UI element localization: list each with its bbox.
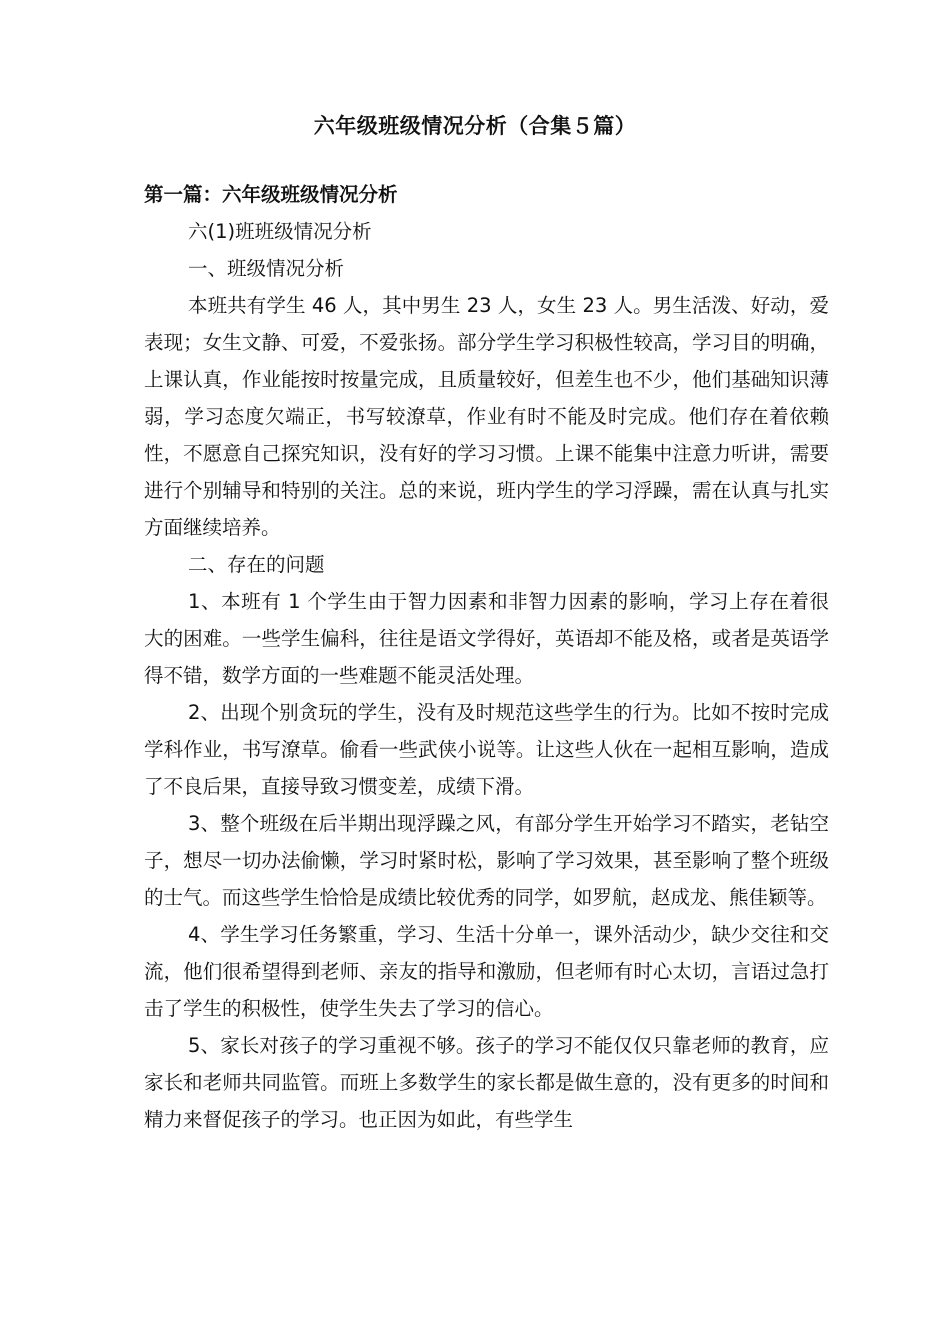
- paragraph-class-overview: 本班共有学生 46 人，其中男生 23 人，女生 23 人。男生活泼、好动，爱表现；女生文静、可爱，不爱张扬。部分学生学习积极性较高，学习目的明确，上课认真，作业能按时按量完成，且质量较好，但差生也不少，他们基础知识薄弱，学习态度欠端正，书写较潦草，作业有时不能及时完成。他们存在着依赖性，不愿意自己探究知识，没有好的学习习惯。上课不能集中注意力听讲，需要进行个别辅导和特别的关注。总的来说，班内学生的学习浮躁，需在认真与扎实方面继续培养。: [144, 294, 829, 539]
- paragraph-problem-4: 4、学生学习任务繁重，学习、生活十分单一，课外活动少，缺少交往和交流，他们很希望得到老师、亲友的指导和激励，但老师有时心太切，言语过急打击了学生的积极性，使学生失去了学习的信心。: [144, 923, 829, 1020]
- class-name-line: 六(1)班班级情况分析: [188, 220, 372, 243]
- paragraph-problem-3: 3、整个班级在后半期出现浮躁之风，有部分学生开始学习不踏实，老钻空子，想尽一切办法偷懒，学习时紧时松，影响了学习效果，甚至影响了整个班级的士气。而这些学生恰恰是成绩比较优秀的同学，如罗航，赵成龙、熊佳颖等。: [144, 812, 829, 909]
- subheading-class-analysis: 一、班级情况分析: [188, 257, 345, 280]
- document-title: 六年级班级情况分析（合集５篇）: [313, 114, 637, 138]
- paragraph-problem-1: 1、本班有 1 个学生由于智力因素和非智力因素的影响，学习上存在着很大的困难。一些学生偏科，往往是语文学得好，英语却不能及格，或者是英语学得不错，数学方面的一些难题不能灵活处理。: [144, 590, 829, 687]
- document-body: [144, 176, 829, 1138]
- subheading-problems: 二、存在的问题: [188, 553, 325, 576]
- paragraph-problem-2: 2、出现个别贪玩的学生，没有及时规范这些学生的行为。比如不按时完成学科作业，书写潦草。偷看一些武侠小说等。让这些人伙在一起相互影响，造成了不良后果，直接导致习惯变差，成绩下滑。: [144, 701, 829, 798]
- paragraph-problem-5: 5、家长对孩子的学习重视不够。孩子的学习不能仅仅只靠老师的教育，应家长和老师共同监管。而班上多数学生的家长都是做生意的，没有更多的时间和精力来督促孩子的学习。也正因为如此，有些学生: [144, 1034, 829, 1131]
- section-heading: 第一篇：六年级班级情况分析: [144, 183, 398, 206]
